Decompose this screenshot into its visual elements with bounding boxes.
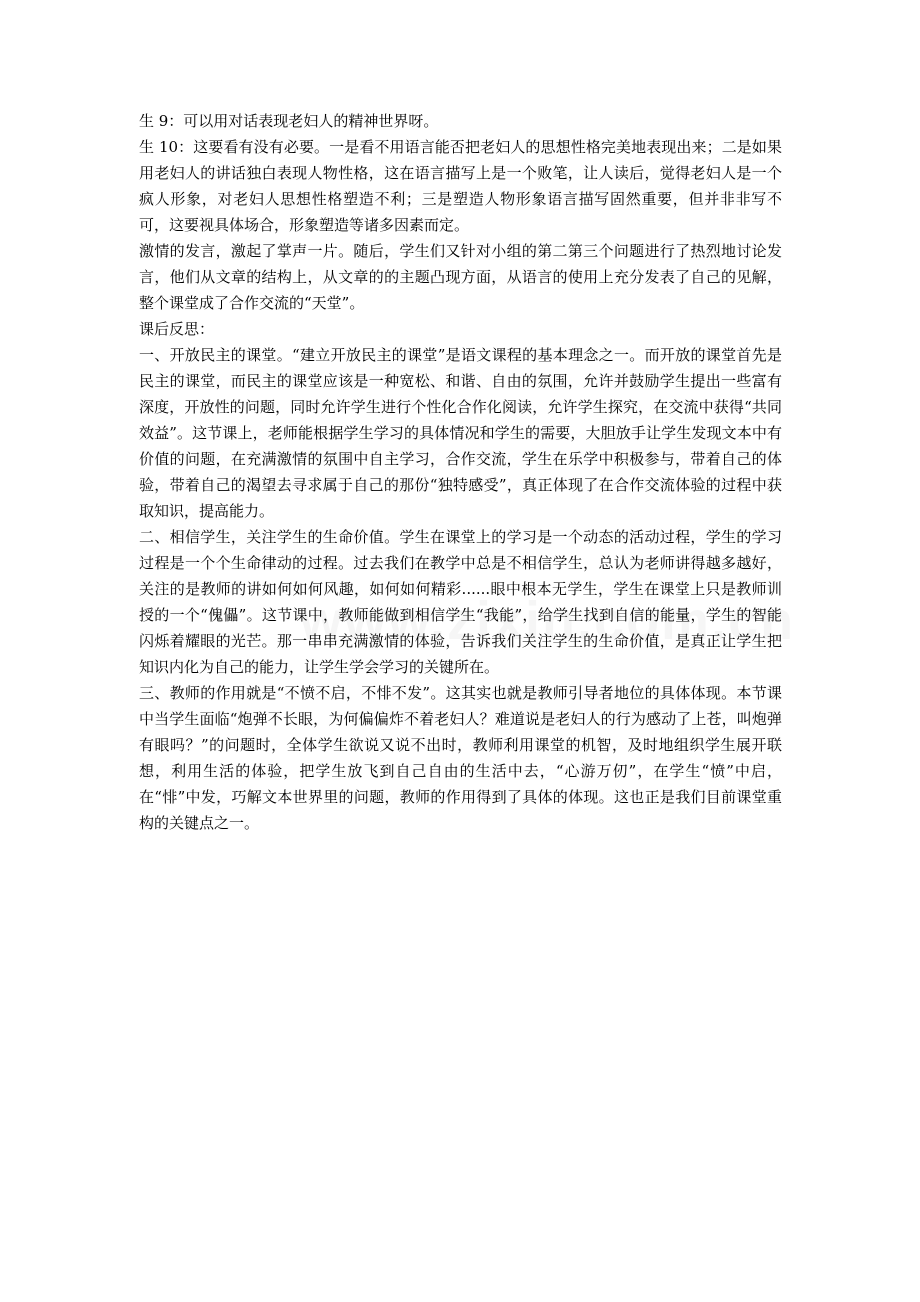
paragraph-point-3: 三、教师的作用就是“不愤不启，不悱不发”。这其实也就是教师引导者地位的具体体现。本节课中当学生面临“炮弹不长眼，为何偏偏炸不着老妇人？难道说是老妇人的行为感动了上苍，叫炮弹有眼吗？”的问题时，全体学生欲说又说不出时，教师利用课堂的机智，及时地组织学生展开联想，利用生活的体验，把学生放飞到自己自由的生活中去，“心游万仞”，在学生“愤”中启，在“悱”中发，巧解文本世界里的问题，教师的作用得到了具体的体现。这也正是我们目前课堂重构的关键点之一。 (139, 684, 782, 832)
heading-reflection: 课后反思： (139, 320, 215, 338)
paragraph-point-2: 二、相信学生，关注学生的生命价值。学生在课堂上的学习是一个动态的活动过程，学生的学习过程是一个个生命律动的过程。过去我们在教学中总是不相信学生，总认为老师讲得越多越好，关注的是教师的讲如何如何风趣，如何如何精彩......眼中根本无学生，学生在课堂上只是教师训授的一个“傀儡”。这节课中，教师能做到相信学生“我能”，给学生找到自信的能量，学生的智能闪烁着耀眼的光芒。那一串串充满激情的体验，告诉我们关注学生的生命价值，是真正让学生把知识内化为自己的能力，让学生学会学习的关键所在。 (139, 528, 782, 676)
paragraph-point-1: 一、开放民主的课堂。“建立开放民主的课堂”是语文课程的基本理念之一。而开放的课堂首先是民主的课堂，而民主的课堂应该是一种宽松、和谐、自由的氛围，允许并鼓励学生提出一些富有深度，开放性的问题，同时允许学生进行个性化合作化阅读，允许学生探究，在交流中获得“共同效益”。这节课上，老师能根据学生学习的具体情况和学生的需要，大胆放手让学生发现文本中有价值的问题，在充满激情的氛围中自主学习，合作交流，学生在乐学中积极参与，带着自己的体验，带着自己的渴望去寻求属于自己的那份“独特感受”，真正体现了在合作交流体验的过程中获取知识，提高能力。 (139, 346, 782, 520)
paragraph-discussion: 激情的发言，激起了掌声一片。随后，学生们又针对小组的第二第三个问题进行了热烈地讨论发言，他们从文章的结构上，从文章的的主题凸现方面，从语言的使用上充分发表了自己的见解，整个课堂成了合作交流的“天堂”。 (139, 242, 782, 312)
document-page (139, 108, 782, 836)
paragraph-student-10: 生 10：这要看有没有必要。一是看不用语言能否把老妇人的思想性格完美地表现出来；二是如果用老妇人的讲话独白表现人物性格，这在语言描写上是一个败笔，让人读后，觉得老妇人是一个疯人形象，对老妇人思想性格塑造不利；三是塑造人物形象语言描写固然重要，但并非非写不可，这要视具体场合，形象塑造等诸多因素而定。 (139, 138, 782, 234)
paragraph-student-9: 生 9：可以用对话表现老妇人的精神世界呀。 (139, 112, 439, 130)
